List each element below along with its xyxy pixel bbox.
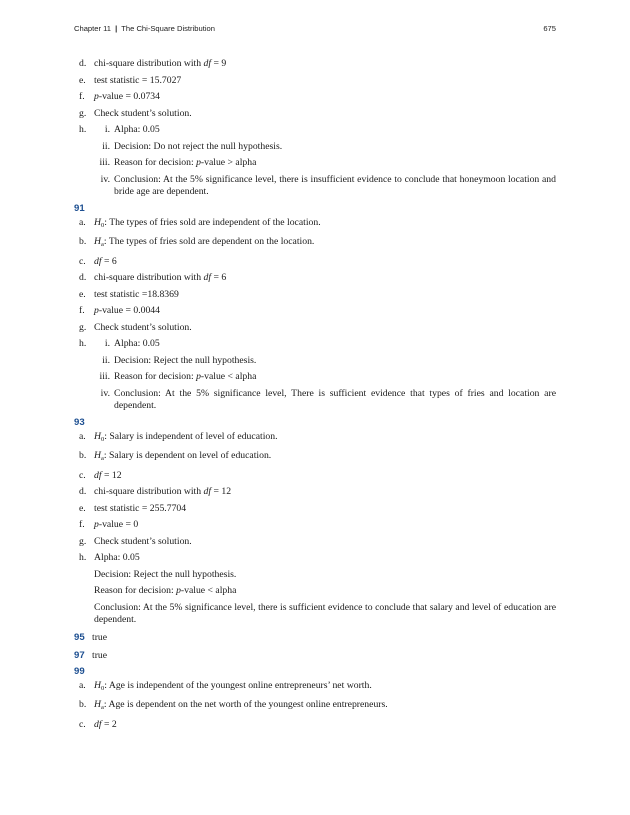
answer-89-continued	[74, 58, 556, 198]
answer-part-g	[74, 322, 556, 334]
part-marker: g.	[79, 107, 87, 119]
answer-part-a	[74, 680, 556, 695]
chapter-label: Chapter 11	[74, 24, 112, 33]
chapter-title: The Chi-Square Distribution	[121, 24, 215, 33]
subpart-text: Decision: Do not reject the null hypothesis.	[114, 140, 283, 152]
answer-number: 91	[74, 202, 85, 214]
subpart-text: Alpha: 0.05	[114, 124, 160, 135]
answer-part-b	[74, 236, 556, 251]
hypothesis-symbol: H	[94, 236, 101, 247]
subpart-marker: ii.	[102, 140, 110, 152]
part-text: : Age is dependent on the net worth of the youngest online entrepreneurs.	[103, 699, 388, 710]
part-text: chi-square distribution with	[94, 58, 204, 69]
hypothesis-symbol: H	[94, 216, 101, 228]
part-marker: b.	[79, 236, 87, 247]
part-value: = 12	[211, 486, 232, 497]
part-marker: f.	[79, 519, 85, 530]
part-marker: g.	[79, 535, 87, 547]
part-text: test statistic = 255.7704	[94, 502, 187, 514]
part-marker: c.	[79, 255, 86, 267]
part-value: -value = 0.0044	[98, 305, 160, 316]
variable-p: p	[94, 519, 99, 530]
hypothesis-symbol: H	[94, 699, 101, 710]
variable-p: p	[196, 157, 201, 168]
variable-df: df	[94, 469, 102, 481]
answer-97	[74, 650, 556, 662]
answer-91	[74, 203, 556, 412]
hypothesis-symbol: H	[94, 450, 101, 461]
part-text: : Salary is dependent on level of education.	[103, 450, 272, 461]
subpart-text: Alpha: 0.05	[114, 338, 160, 349]
part-marker: a.	[79, 216, 86, 228]
hypothesis-subscript: a	[101, 241, 104, 248]
subpart-iv	[74, 174, 556, 198]
subpart-text: Conclusion: At the 5% significance level, there is insufficient evidence to conclude that honeymoon location and bride age are dependent.	[114, 173, 556, 197]
answer-95	[74, 632, 556, 644]
part-value: = 12	[101, 469, 122, 481]
part-marker: f.	[79, 305, 85, 316]
answer-part-g	[74, 536, 556, 548]
subpart-text: Reason for decision:	[114, 371, 197, 382]
part-text: test statistic =18.8369	[94, 288, 179, 300]
answer-part-h	[74, 552, 556, 564]
answer-part-h	[74, 338, 556, 350]
reason-text	[74, 585, 556, 597]
part-value: = 9	[211, 58, 227, 69]
answer-part-a	[74, 217, 556, 232]
part-value: = 6	[101, 255, 117, 267]
hypothesis-subscript: a	[101, 455, 104, 462]
answer-part-d	[74, 58, 556, 70]
subpart-marker: iv.	[100, 387, 110, 399]
answer-part-f	[74, 519, 556, 531]
part-text: : Age is independent of the youngest online entrepreneurs’ net worth.	[104, 679, 372, 691]
part-value: -value = 0.0734	[98, 91, 160, 102]
part-marker: d.	[79, 58, 87, 69]
answer-part-f	[74, 305, 556, 317]
running-header	[74, 24, 556, 38]
variable-df: df	[203, 58, 212, 69]
page-number: 675	[543, 24, 556, 33]
part-value: -value = 0	[98, 519, 139, 530]
subpart-text: Reason for decision:	[114, 157, 197, 168]
part-text: Check student’s solution.	[94, 535, 192, 547]
subpart-text: Conclusion: At the 5% significance level, There is sufficient evidence that types of fries and location are dependent.	[114, 387, 556, 411]
answer-text: true	[92, 649, 108, 661]
hypothesis-subscript: 0	[101, 221, 105, 229]
variable-df: df	[203, 272, 212, 283]
answer-part-b	[74, 450, 556, 465]
part-text: : The types of fries sold are dependent on the location.	[103, 236, 315, 247]
subpart-iv	[74, 388, 556, 412]
subpart-marker: i.	[104, 124, 110, 135]
part-marker: d.	[79, 486, 87, 497]
part-marker: h.	[79, 124, 87, 135]
answer-part-e	[74, 75, 556, 87]
answer-part-f	[74, 91, 556, 103]
variable-df: df	[94, 718, 102, 730]
subpart-marker: ii.	[102, 354, 110, 366]
part-marker: f.	[79, 91, 85, 102]
variable-p: p	[94, 305, 99, 316]
part-marker: b.	[79, 450, 87, 461]
variable-df: df	[94, 255, 102, 267]
part-text: chi-square distribution with	[94, 486, 204, 497]
answer-part-e	[74, 289, 556, 301]
answer-part-e	[74, 503, 556, 515]
part-text: : Salary is independent of level of education.	[104, 430, 278, 442]
part-marker: e.	[79, 288, 86, 300]
variable-p: p	[196, 371, 201, 382]
answer-part-d	[74, 486, 556, 498]
hypothesis-subscript: 0	[101, 435, 105, 443]
subpart-value: -value > alpha	[200, 157, 257, 168]
subpart-marker: i.	[104, 338, 110, 349]
subpart-ii	[74, 355, 556, 367]
part-marker: e.	[79, 502, 86, 514]
answer-part-c	[74, 719, 556, 731]
answer-part-a	[74, 431, 556, 446]
answer-part-g	[74, 108, 556, 120]
chapter-heading	[74, 24, 215, 33]
answer-part-c	[74, 256, 556, 268]
answer-part-d	[74, 272, 556, 284]
subpart-iii	[74, 157, 556, 169]
part-text: Alpha: 0.05	[94, 552, 140, 563]
part-marker: e.	[79, 74, 86, 86]
answer-99	[74, 666, 556, 731]
variable-p: p	[94, 91, 99, 102]
part-marker: b.	[79, 699, 87, 710]
subpart-text: Decision: Reject the null hypothesis.	[114, 354, 257, 366]
subpart-value: -value < alpha	[200, 371, 257, 382]
conclusion-text: Conclusion: At the 5% significance level, there is sufficient evidence to conclude that salary and level of education are dependent.	[94, 601, 556, 625]
answer-part-b	[74, 699, 556, 714]
answer-93	[74, 417, 556, 626]
solutions-content	[74, 58, 556, 735]
subpart-iii	[74, 371, 556, 383]
part-text: chi-square distribution with	[94, 272, 204, 283]
part-marker: c.	[79, 469, 86, 481]
part-marker: a.	[79, 679, 86, 691]
part-value: = 2	[101, 718, 117, 730]
subpart-ii	[74, 141, 556, 153]
answer-number: 97	[74, 649, 85, 661]
part-marker: h.	[79, 552, 87, 563]
part-marker: a.	[79, 430, 86, 442]
part-marker: d.	[79, 272, 87, 283]
hypothesis-symbol: H	[94, 679, 101, 691]
part-text: test statistic = 15.7027	[94, 74, 182, 86]
subpart-marker: iii.	[99, 371, 110, 382]
variable-p: p	[176, 585, 181, 596]
part-text: Check student’s solution.	[94, 321, 192, 333]
hypothesis-subscript: 0	[101, 684, 105, 692]
part-text: : The types of fries sold are independent of the location.	[104, 216, 321, 228]
answer-text: true	[92, 631, 108, 643]
part-text: Check student’s solution.	[94, 107, 192, 119]
subpart-marker: iii.	[99, 157, 110, 168]
part-marker: g.	[79, 321, 87, 333]
answer-part-c	[74, 470, 556, 482]
reason-label: Reason for decision:	[94, 585, 177, 596]
answer-number: 99	[74, 665, 85, 677]
reason-value: -value < alpha	[180, 585, 237, 596]
part-value: = 6	[211, 272, 227, 283]
variable-df: df	[203, 486, 212, 497]
answer-number: 93	[74, 416, 85, 428]
hypothesis-subscript: a	[101, 704, 104, 711]
decision-text: Decision: Reject the null hypothesis.	[94, 568, 237, 580]
hypothesis-symbol: H	[94, 430, 101, 442]
part-marker: h.	[79, 338, 87, 349]
answer-number: 95	[74, 631, 85, 643]
part-marker: c.	[79, 718, 86, 730]
subpart-marker: iv.	[100, 173, 110, 185]
header-separator: |	[115, 24, 118, 33]
answer-part-h	[74, 124, 556, 136]
